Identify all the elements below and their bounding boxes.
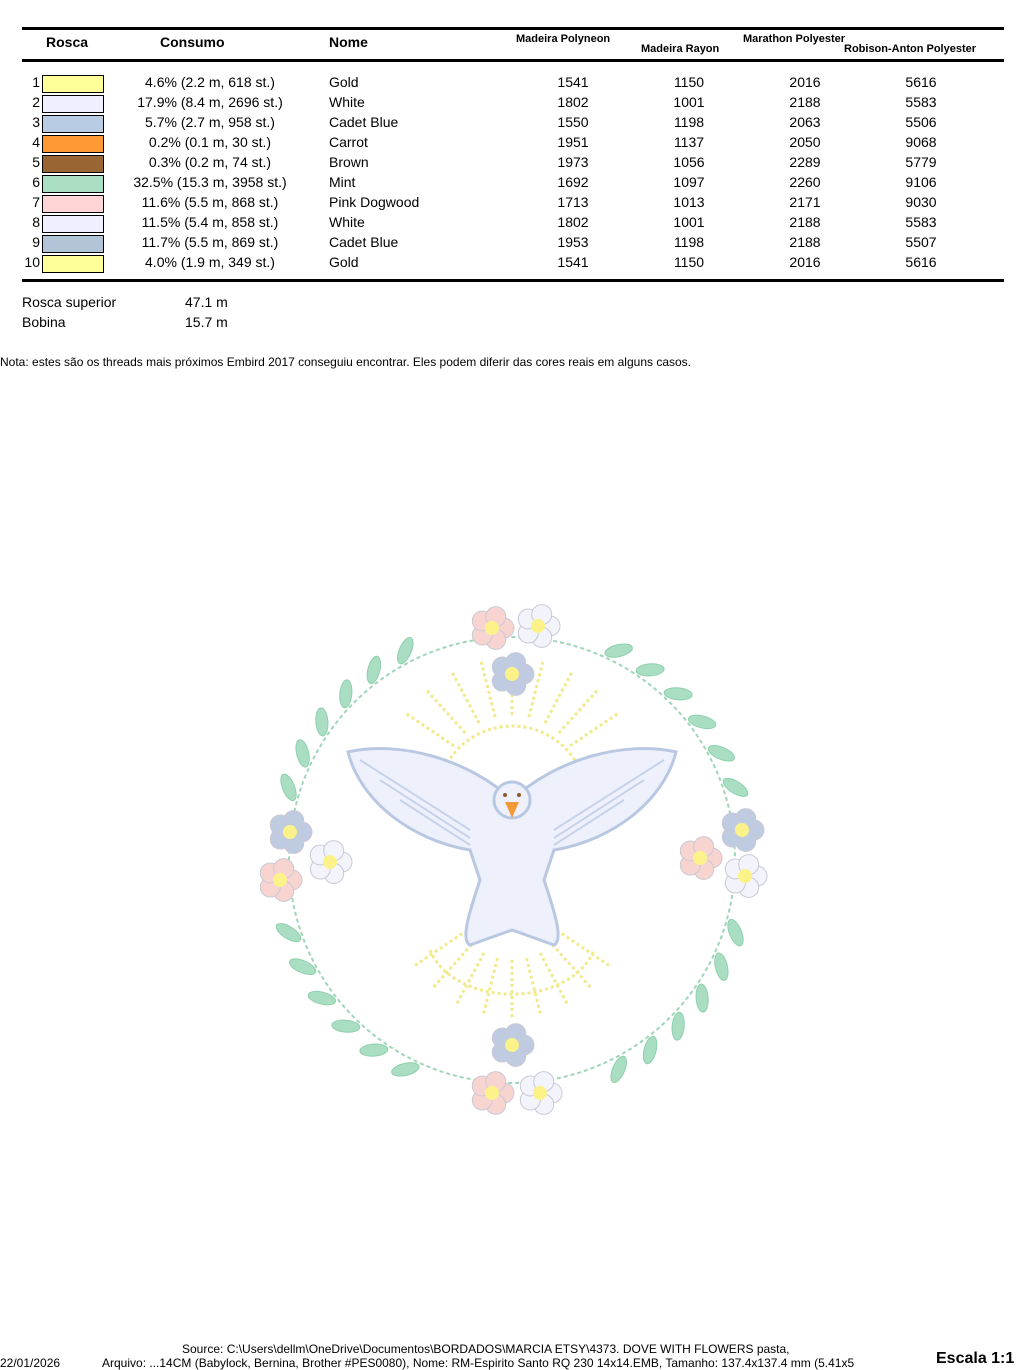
color-swatch <box>42 95 104 113</box>
table-row <box>0 134 1024 154</box>
table-bottom-rule <box>22 279 1004 282</box>
madeira-polyneon-cell: 1951 <box>557 134 589 150</box>
marathon-cell: 2289 <box>789 154 821 170</box>
row-number: 10 <box>24 254 40 270</box>
marathon-cell: 2188 <box>789 234 821 250</box>
flower-icon <box>492 1024 534 1067</box>
table-row <box>0 194 1024 214</box>
dove-icon <box>348 749 676 945</box>
robison-cell: 9106 <box>905 174 937 190</box>
madeira-rayon-cell: 1150 <box>673 254 705 270</box>
flower-icon <box>722 809 764 852</box>
robison-cell: 5583 <box>905 214 937 230</box>
marathon-cell: 2063 <box>789 114 821 130</box>
madeira-polyneon-cell: 1713 <box>557 194 589 210</box>
flower-icon <box>472 1072 514 1115</box>
madeira-polyneon-cell: 1550 <box>557 114 589 130</box>
consumo-cell: 11.7% (5.5 m, 869 st.) <box>141 234 279 250</box>
row-number: 2 <box>32 94 40 110</box>
row-number: 3 <box>32 114 40 130</box>
madeira-polyneon-cell: 1802 <box>557 214 589 230</box>
color-swatch <box>42 235 104 253</box>
madeira-rayon-cell: 1097 <box>673 174 705 190</box>
row-number: 8 <box>32 214 40 230</box>
table-row <box>0 214 1024 234</box>
consumo-cell: 11.6% (5.5 m, 868 st.) <box>141 194 279 210</box>
leaf-icon <box>359 1043 388 1057</box>
color-swatch <box>42 135 104 153</box>
flower-icon <box>270 811 312 854</box>
leaf-icon <box>725 917 747 947</box>
leaf-icon <box>664 687 693 701</box>
marathon-cell: 2050 <box>789 134 821 150</box>
embroidery-preview <box>0 580 1024 1140</box>
table-row <box>0 234 1024 254</box>
robison-cell: 5616 <box>905 254 937 270</box>
flower-icon <box>492 653 534 696</box>
row-number: 5 <box>32 154 40 170</box>
madeira-polyneon-cell: 1692 <box>557 174 589 190</box>
madeira-rayon-cell: 1150 <box>673 74 705 90</box>
marathon-cell: 2016 <box>789 254 821 270</box>
consumo-cell: 4.0% (1.9 m, 349 st.) <box>145 254 275 270</box>
marathon-cell: 2188 <box>789 94 821 110</box>
robison-cell: 9068 <box>905 134 937 150</box>
leaf-icon <box>331 1019 360 1033</box>
header-rosca: Rosca <box>46 34 89 50</box>
color-swatch <box>42 215 104 233</box>
name-cell: Carrot <box>329 134 368 150</box>
header-marathon: Marathon Polyester <box>743 33 846 45</box>
leaf-icon <box>315 707 329 736</box>
madeira-rayon-cell: 1137 <box>673 134 705 150</box>
leaf-icon <box>712 952 730 982</box>
color-swatch <box>42 255 104 273</box>
rosca-superior-value: 47.1 m <box>185 294 228 310</box>
leaf-icon <box>687 713 717 731</box>
table-header-rule <box>22 59 1004 62</box>
consumo-cell: 5.7% (2.7 m, 958 st.) <box>145 114 275 130</box>
leaf-icon <box>671 1012 685 1041</box>
color-swatch <box>42 115 104 133</box>
footer-source: Source: C:\Users\dellm\OneDrive\Documentos\BORDADOS\MARCIA ETSY\4373. DOVE WITH FLOWERS pasta, <box>182 1342 790 1356</box>
marathon-cell: 2260 <box>789 174 821 190</box>
footer-scale: Escala 1:1 <box>936 1350 1015 1367</box>
note-text: Nota: estes são os threads mais próximos Embird 2017 conseguiu encontrar. Eles podem diferir das cores reais em alguns casos. <box>0 355 692 369</box>
row-number: 9 <box>32 234 40 250</box>
bobina-label: Bobina <box>22 314 66 330</box>
madeira-polyneon-cell: 1973 <box>557 154 589 170</box>
name-cell: White <box>329 94 365 110</box>
name-cell: Cadet Blue <box>329 114 399 130</box>
marathon-cell: 2171 <box>789 194 821 210</box>
madeira-rayon-cell: 1001 <box>673 214 705 230</box>
color-swatch <box>42 155 104 173</box>
madeira-polyneon-cell: 1802 <box>557 94 589 110</box>
consumo-cell: 32.5% (15.3 m, 3958 st.) <box>133 174 287 190</box>
name-cell: White <box>329 214 365 230</box>
header-consumo: Consumo <box>160 34 225 50</box>
leaf-icon <box>720 775 750 800</box>
flower-icon <box>310 841 352 884</box>
row-number: 4 <box>32 134 40 150</box>
leaf-icon <box>278 772 300 802</box>
consumo-cell: 4.6% (2.2 m, 618 st.) <box>145 74 275 90</box>
robison-cell: 5583 <box>905 94 937 110</box>
table-top-rule <box>22 27 1004 30</box>
bobina-value: 15.7 m <box>185 314 228 330</box>
table-row <box>0 74 1024 94</box>
name-cell: Gold <box>329 74 359 90</box>
table-row <box>0 114 1024 134</box>
leaf-icon <box>636 663 665 677</box>
robison-cell: 5616 <box>905 74 937 90</box>
name-cell: Cadet Blue <box>329 234 399 250</box>
header-nome: Nome <box>329 34 368 50</box>
name-cell: Brown <box>329 154 369 170</box>
robison-cell: 5506 <box>905 114 937 130</box>
madeira-rayon-cell: 1001 <box>673 94 705 110</box>
madeira-polyneon-cell: 1953 <box>557 234 589 250</box>
row-number: 1 <box>32 74 40 90</box>
name-cell: Gold <box>329 254 359 270</box>
flower-icon <box>260 859 302 902</box>
madeira-rayon-cell: 1198 <box>673 114 705 130</box>
color-swatch <box>42 75 104 93</box>
leaf-icon <box>365 655 383 685</box>
consumo-cell: 0.3% (0.2 m, 74 st.) <box>148 154 272 170</box>
marathon-cell: 2188 <box>789 214 821 230</box>
leaf-icon <box>339 679 353 708</box>
name-cell: Mint <box>329 174 356 190</box>
leaf-icon <box>390 1060 420 1078</box>
row-number: 7 <box>32 194 40 210</box>
consumo-cell: 11.5% (5.4 m, 858 st.) <box>141 214 279 230</box>
rosca-superior-label: Rosca superior <box>22 294 117 310</box>
flower-icon <box>472 607 514 650</box>
madeira-rayon-cell: 1198 <box>673 234 705 250</box>
table-row <box>0 254 1024 274</box>
leaf-icon <box>695 984 709 1013</box>
robison-cell: 5779 <box>905 154 937 170</box>
footer-arquivo: Arquivo: ...14CM (Babylock, Bernina, Brother #PES0080), Nome: RM-Espirito Santo RQ 230 14x14.EMB, Tamanho: 137.4x137.4 mm (5.41x5 <box>102 1356 855 1370</box>
name-cell: Pink Dogwood <box>329 194 420 210</box>
leaf-icon <box>294 738 312 768</box>
header-robison: Robison-Anton Polyester <box>844 43 977 55</box>
madeira-rayon-cell: 1056 <box>673 154 705 170</box>
header-madeira-polyneon: Madeira Polyneon <box>516 33 611 45</box>
table-row <box>0 94 1024 114</box>
madeira-polyneon-cell: 1541 <box>557 254 589 270</box>
header-madeira-rayon: Madeira Rayon <box>641 43 720 55</box>
consumo-cell: 17.9% (8.4 m, 2696 st.) <box>137 94 283 110</box>
madeira-rayon-cell: 1013 <box>673 194 705 210</box>
flower-icon <box>520 1072 562 1115</box>
flower-icon <box>725 855 767 898</box>
flower-icon <box>680 837 722 880</box>
madeira-polyneon-cell: 1541 <box>557 74 589 90</box>
row-number: 6 <box>32 174 40 190</box>
leaf-icon <box>273 920 303 945</box>
color-swatch <box>42 195 104 213</box>
robison-cell: 5507 <box>905 234 937 250</box>
consumo-cell: 0.2% (0.1 m, 30 st.) <box>148 134 272 150</box>
marathon-cell: 2016 <box>789 74 821 90</box>
table-row <box>0 174 1024 194</box>
table-row <box>0 154 1024 174</box>
leaf-icon <box>641 1035 659 1065</box>
leaf-icon <box>604 642 634 660</box>
robison-cell: 9030 <box>905 194 937 210</box>
color-swatch <box>42 175 104 193</box>
leaf-icon <box>307 989 337 1007</box>
footer-date: 22/01/2026 <box>0 1356 61 1370</box>
